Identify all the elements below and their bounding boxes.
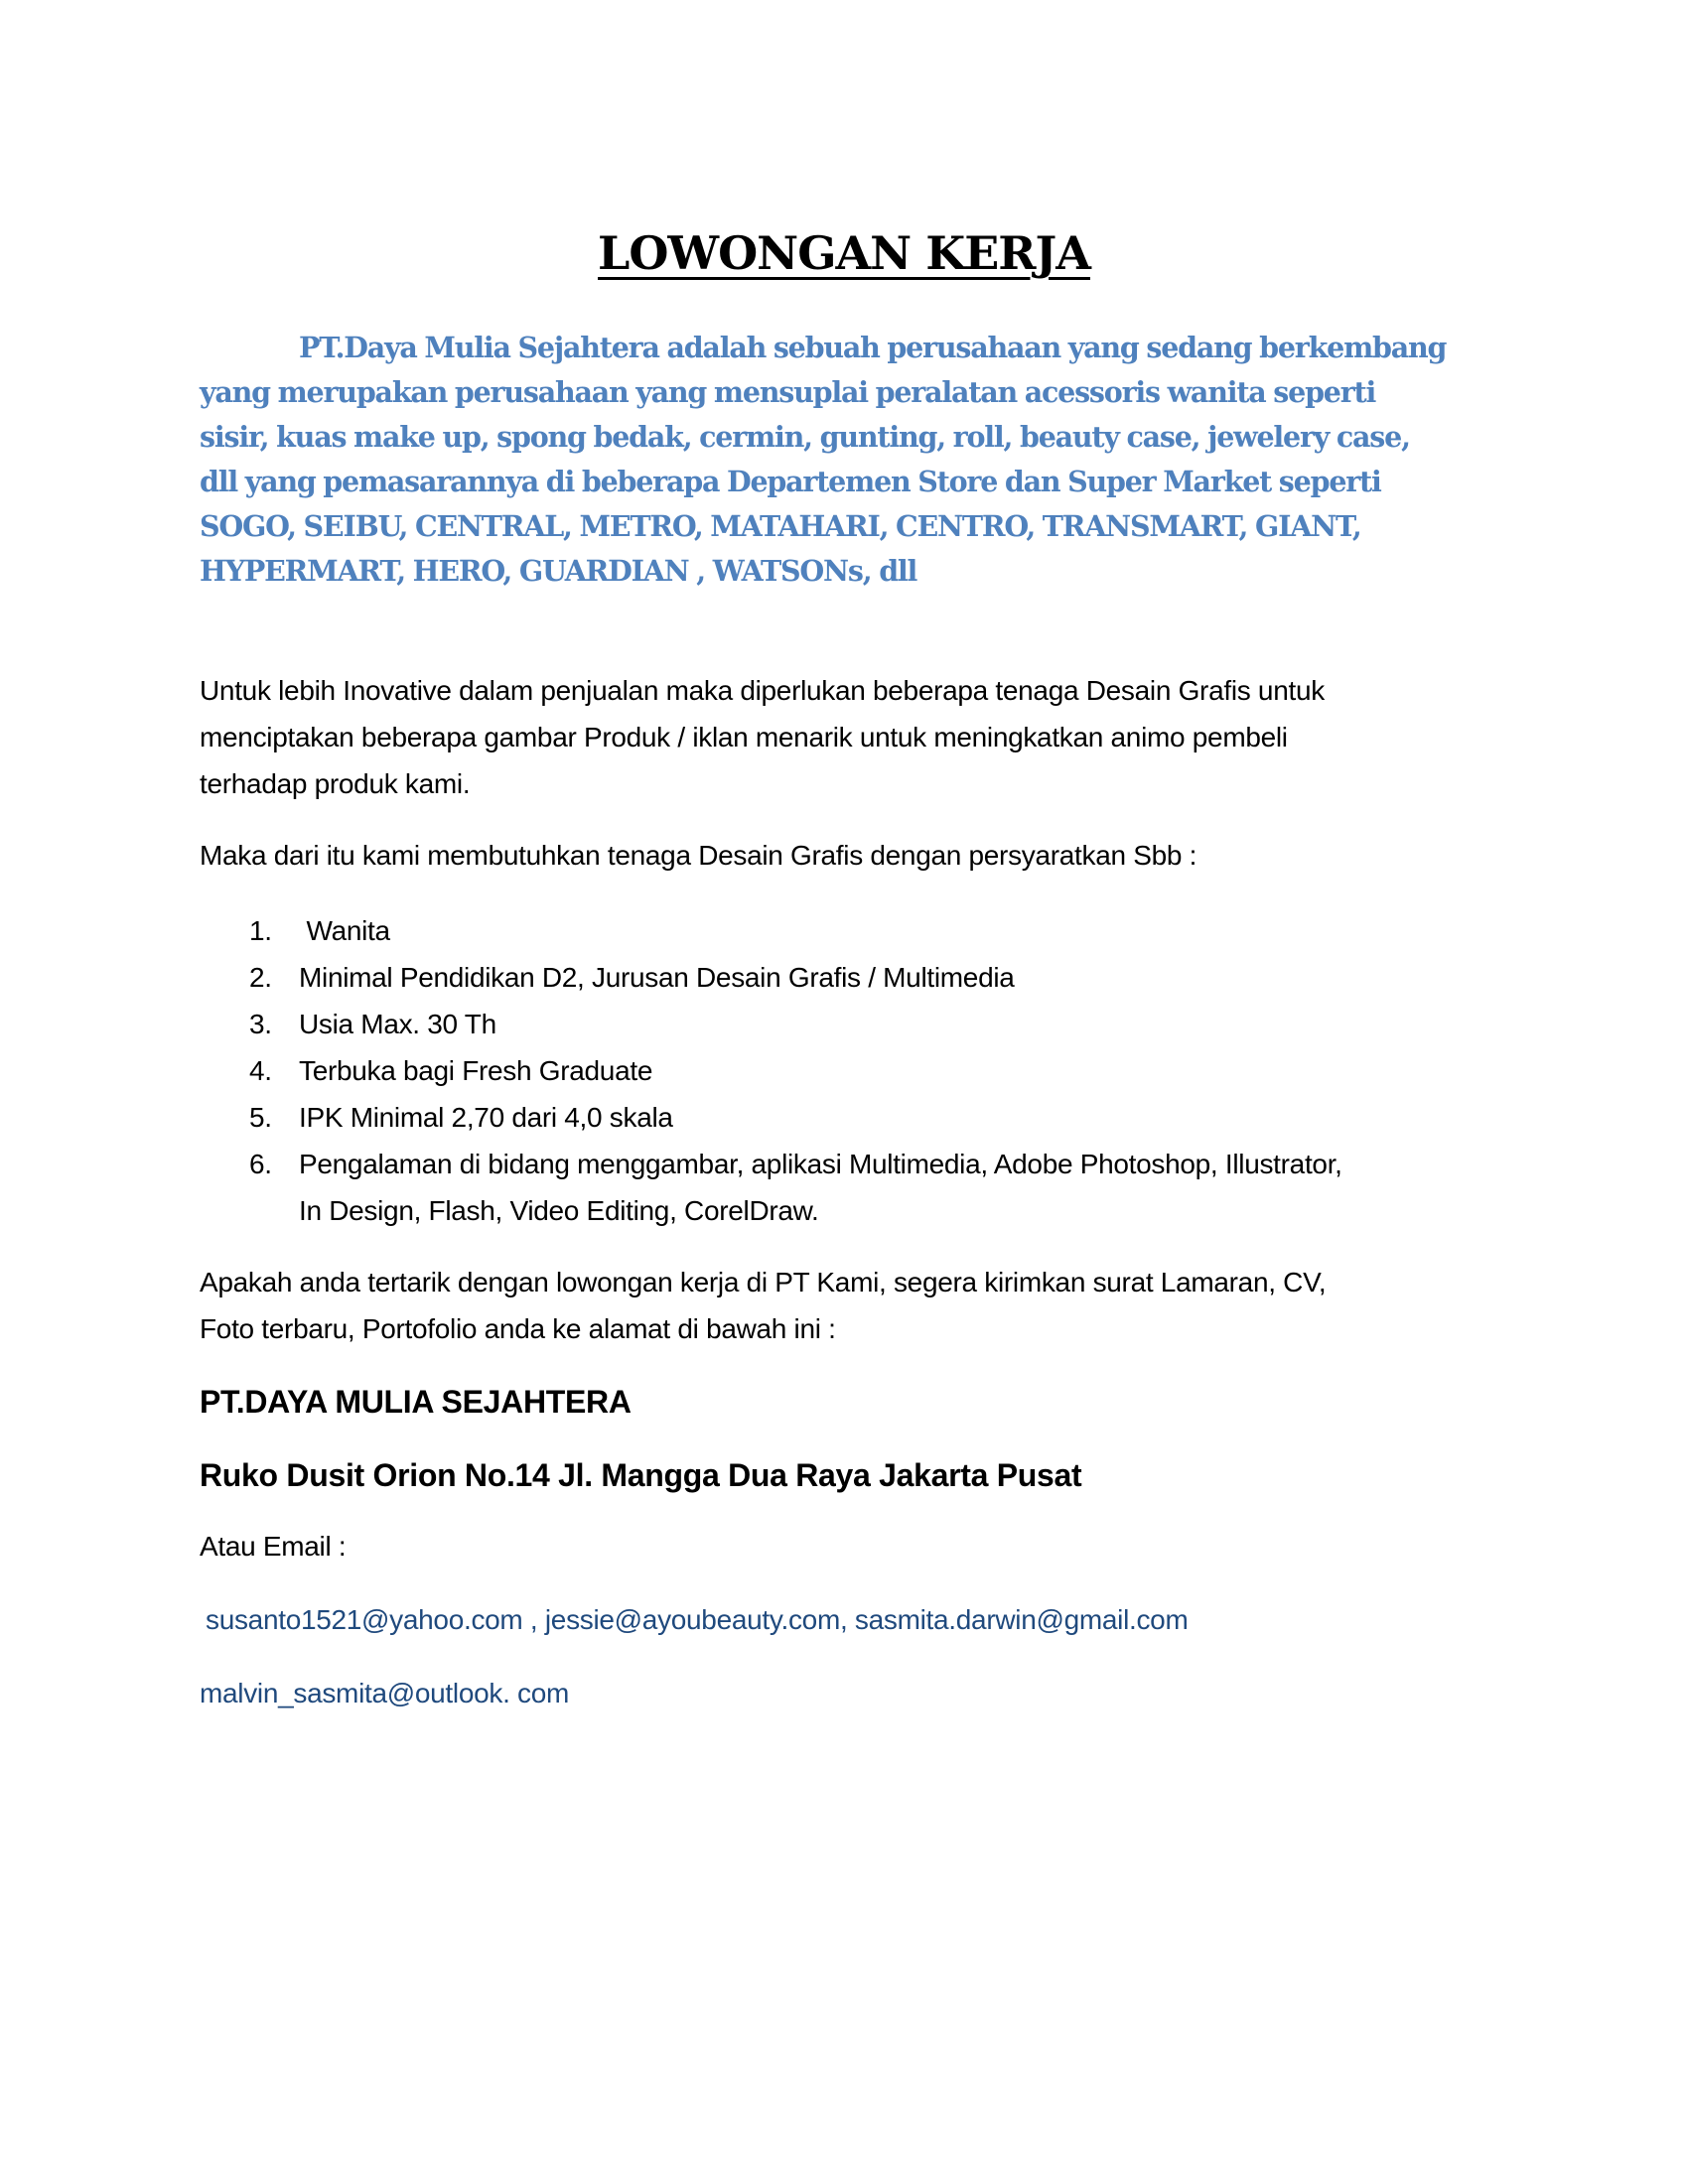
email-list-line[interactable]: malvin_sasmita@outlook. com <box>200 1678 570 1708</box>
requirements-list <box>200 907 1490 1234</box>
list-number: 6. <box>249 1149 272 1179</box>
list-item-text: Usia Max. 30 Th <box>299 1009 496 1039</box>
list-number: 2. <box>249 962 272 993</box>
list-item <box>200 1094 1490 1141</box>
intro-line: yang merupakan perusahaan yang mensuplai peralatan acessoris wanita seperti <box>200 375 1376 409</box>
list-item <box>200 1047 1490 1094</box>
page-title <box>0 226 1688 280</box>
list-item-text: IPK Minimal 2,70 dari 4,0 skala <box>299 1102 673 1133</box>
email-label: Atau Email : <box>200 1531 347 1562</box>
list-item-text: Wanita <box>299 915 390 946</box>
list-item <box>200 907 1490 954</box>
list-item-text: Pengalaman di bidang menggambar, aplikasi Multimedia, Adobe Photoshop, Illustrator, <box>299 1149 1342 1179</box>
page-title-text: LOWONGAN KERJA <box>598 226 1090 280</box>
list-number: 3. <box>249 1009 272 1039</box>
paragraph-line: Foto terbaru, Portofolio anda ke alamat di bawah ini : <box>200 1313 836 1344</box>
application-paragraph <box>200 1259 1490 1352</box>
list-number: 4. <box>249 1055 272 1086</box>
list-item-text: Terbuka bagi Fresh Graduate <box>299 1055 653 1086</box>
intro-line: PT.Daya Mulia Sejahtera adalah sebuah perusahaan yang sedang berkembang <box>299 331 1447 364</box>
email-list-line[interactable]: susanto1521@yahoo.com , jessie@ayoubeauty.com, sasmita.darwin@gmail.com <box>206 1604 1189 1635</box>
list-number: 1. <box>249 915 272 946</box>
list-item-text: In Design, Flash, Video Editing, CorelDraw. <box>299 1195 819 1226</box>
intro-line: HYPERMART, HERO, GUARDIAN , WATSONs, dll <box>200 554 917 588</box>
company-address: Ruko Dusit Orion No.14 Jl. Mangga Dua Raya Jakarta Pusat <box>200 1457 1082 1493</box>
list-number: 5. <box>249 1102 272 1133</box>
list-item <box>200 1141 1490 1234</box>
paragraph-line: terhadap produk kami. <box>200 768 471 799</box>
company-name: PT.DAYA MULIA SEJAHTERA <box>200 1384 632 1420</box>
paragraph-line: Apakah anda tertarik dengan lowongan kerja di PT Kami, segera kirimkan surat Lamaran, CV, <box>200 1267 1327 1297</box>
intro-line: dll yang pemasarannya di beberapa Departemen Store dan Super Market seperti <box>200 465 1381 498</box>
requirements-intro <box>200 832 1490 879</box>
intro-line: sisir, kuas make up, spong bedak, cermin, gunting, roll, beauty case, jewelery case, <box>200 420 1410 454</box>
paragraph-line: Maka dari itu kami membutuhkan tenaga Desain Grafis dengan persyaratkan Sbb : <box>200 840 1197 871</box>
list-item <box>200 1001 1490 1047</box>
list-item <box>200 954 1490 1001</box>
purpose-paragraph <box>200 667 1490 807</box>
list-item-text: Minimal Pendidikan D2, Jurusan Desain Grafis / Multimedia <box>299 962 1015 993</box>
paragraph-line: Untuk lebih Inovative dalam penjualan maka diperlukan beberapa tenaga Desain Grafis untuk <box>200 675 1325 706</box>
company-intro <box>200 326 1490 594</box>
paragraph-line: menciptakan beberapa gambar Produk / iklan menarik untuk meningkatkan animo pembeli <box>200 722 1288 752</box>
intro-line: SOGO, SEIBU, CENTRAL, METRO, MATAHARI, CENTRO, TRANSMART, GIANT, <box>200 509 1361 543</box>
